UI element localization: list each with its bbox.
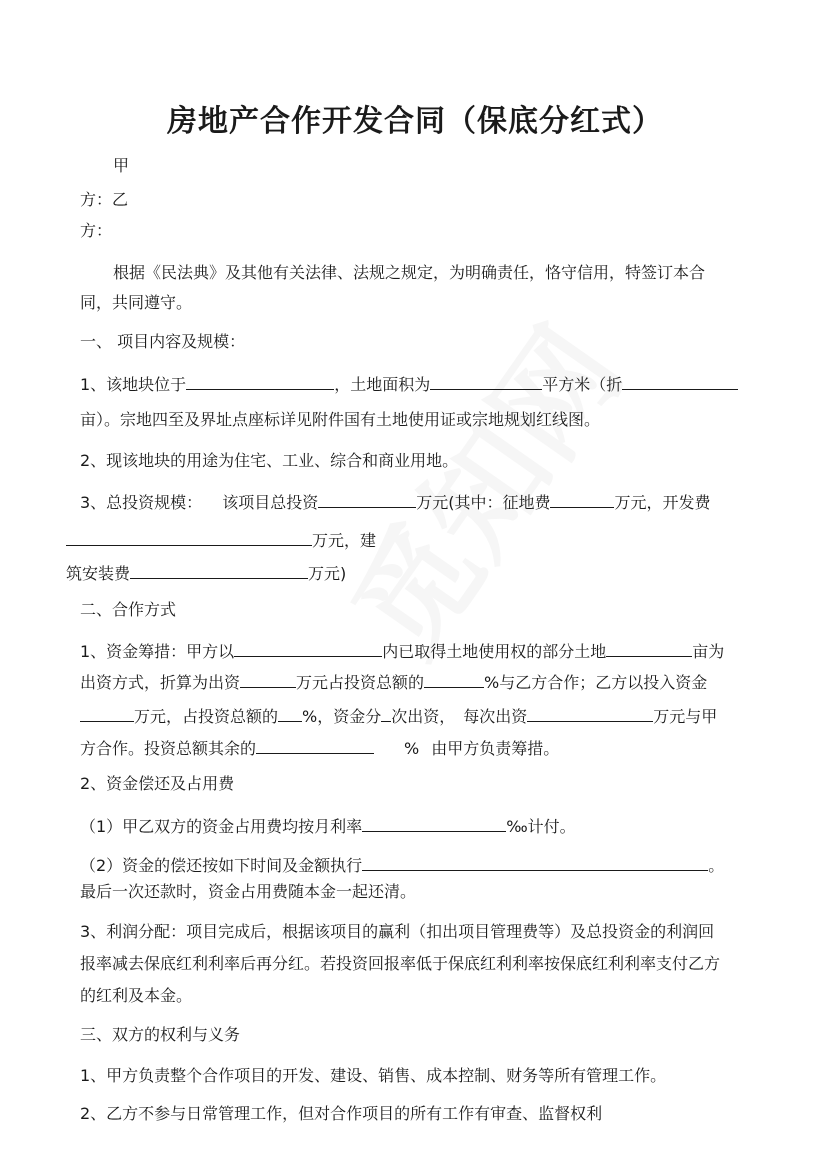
text-span: 2、资金偿还及占用费 [80, 774, 235, 793]
section-1-heading [80, 332, 245, 352]
text-span: 由甲方负责筹措。 [431, 739, 560, 758]
blank-field-region[interactable] [234, 639, 382, 657]
text-span: 出资方式，折算为出资 [80, 673, 241, 692]
text-span: 亩为 [692, 642, 725, 661]
text-span: ‰计付。 [506, 817, 576, 836]
blank-field-monthly-rate[interactable] [362, 814, 506, 832]
blank-field-land-mu[interactable] [606, 639, 692, 657]
text-span: 万元，开发费 [614, 493, 711, 512]
text-span: %与乙方合作；乙方以投入资金 [484, 673, 708, 692]
text-span: 的红利及本金。 [80, 986, 193, 1005]
text-span: 内已取得土地使用权的部分土地 [382, 642, 607, 661]
blank-field-party-a-capital[interactable] [240, 670, 296, 688]
text-span: 次出资， [391, 707, 456, 726]
clause-2-2-1 [80, 814, 576, 837]
blank-field-total-investment[interactable] [318, 490, 416, 508]
text-span: 万元，占投资总额的 [134, 707, 279, 726]
blank-field-location[interactable] [186, 372, 334, 390]
blank-field-party-b-capital[interactable] [80, 704, 134, 722]
clause-2-2-2 [80, 853, 724, 876]
text-span: 甲 [113, 156, 130, 175]
blank-field-repayment-schedule[interactable] [362, 853, 708, 871]
clause-2-1-line-3 [80, 704, 717, 727]
blank-field-development-fee[interactable] [66, 528, 312, 546]
text-span: 1、资金筹措：甲方以 [80, 642, 235, 661]
clause-1-1-line-2 [80, 410, 600, 430]
clause-2-1-line-1 [80, 639, 724, 662]
text-span: 三、双方的权利与义务 [80, 1025, 241, 1044]
text-span: 亩）。宗地四至及界址点座标详见附件国有土地使用证或宗地规划红线图。 [80, 410, 601, 429]
text-span: （1）甲乙双方的资金占用费均按月利率 [80, 817, 363, 836]
text-span: % [404, 739, 420, 758]
text-span: 报率减去保底红利利率后再分红。若投资回报率低于保底红利利率按保底红利利率支付乙方 [80, 954, 721, 973]
text-span: 方： [80, 221, 113, 240]
text-span: 二、合作方式 [80, 600, 177, 619]
clause-3-1 [80, 1066, 666, 1086]
text-span: 2、现该地块的用途为住宅、工业、综合和商业用地。 [80, 451, 459, 470]
clause-3-2 [80, 1104, 602, 1124]
blank-field-mu[interactable] [622, 372, 738, 390]
clause-1-3-line-3 [66, 561, 346, 584]
text-span: 方：乙 [80, 190, 129, 209]
clause-1-3-line-1 [80, 490, 710, 513]
text-span: （2）资金的偿还按如下时间及金额执行 [80, 856, 363, 875]
text-span: 平方米（折 [542, 375, 623, 394]
text-span: 万元(其中：征地费 [416, 493, 551, 512]
blank-field-area[interactable] [430, 372, 542, 390]
text-span: 3、总投资规模： [80, 493, 203, 512]
text-span: 方合作。投资总额其余的 [80, 739, 257, 758]
text-span: ，土地面积为 [334, 375, 431, 394]
watermark [306, 289, 653, 683]
preamble-line-2 [80, 293, 192, 313]
clause-2-1-line-4 [80, 736, 559, 759]
text-span: 筑安装费 [66, 564, 131, 583]
text-span: 3、利润分配：项目完成后，根据该项目的赢利（扣出项目管理费等）及总投资金的利润回 [80, 922, 715, 941]
clause-2-1-line-2 [80, 670, 707, 693]
text-span: 每次出资 [463, 707, 528, 726]
clause-2-3-line-2 [80, 954, 720, 974]
blank-field-party-b-percent[interactable] [278, 704, 302, 722]
blank-field-land-fee[interactable] [550, 490, 614, 508]
section-2-heading [80, 600, 176, 620]
text-span: 该项目总投资 [222, 493, 319, 512]
blank-field-remaining-percent[interactable] [256, 736, 374, 754]
blank-field-party-a-percent[interactable] [424, 670, 484, 688]
clause-1-1-line-1 [80, 372, 738, 395]
preamble-line-1 [113, 263, 705, 283]
section-3-heading [80, 1025, 240, 1045]
clause-2-3-line-1 [80, 922, 714, 942]
clause-2-3-line-3 [80, 986, 192, 1006]
party-b-label [80, 190, 128, 210]
text-span: %，资金分 [302, 707, 382, 726]
text-span: 一、 项目内容及规模： [80, 332, 246, 351]
clause-2-2-heading [80, 774, 234, 794]
clause-2-2-3 [80, 882, 416, 902]
text-span: 1、甲方负责整个合作项目的开发、建设、销售、成本控制、财务等所有管理工作。 [80, 1066, 667, 1085]
text-span: 万元与甲 [653, 707, 718, 726]
party-b-suffix [80, 221, 112, 241]
clause-1-2 [80, 451, 458, 471]
text-span: 2、乙方不参与日常管理工作，但对合作项目的所有工作有审查、监督权利 [80, 1104, 603, 1123]
blank-field-each-installment[interactable] [527, 704, 653, 722]
text-span: 万元占投资总额的 [296, 673, 425, 692]
text-span: 根据《民法典》及其他有关法律、法规之规定，为明确责任，恪守信用，特签订本合 [113, 263, 706, 282]
blank-field-installments[interactable] [381, 704, 391, 722]
text-span: 万元) [308, 564, 347, 583]
text-span: 1、该地块位于 [80, 375, 187, 394]
text-span: 同，共同遵守。 [80, 293, 193, 312]
blank-field-construction-fee[interactable] [130, 561, 308, 579]
document-title: 房地产合作开发合同（保底分红式） [167, 104, 663, 139]
clause-1-3-line-2 [66, 528, 376, 551]
text-span: 最后一次还款时，资金占用费随本金一起还清。 [80, 882, 417, 901]
text-span: 万元，建 [312, 531, 377, 550]
text-span: 。 [708, 856, 725, 875]
party-a-label [113, 156, 129, 176]
